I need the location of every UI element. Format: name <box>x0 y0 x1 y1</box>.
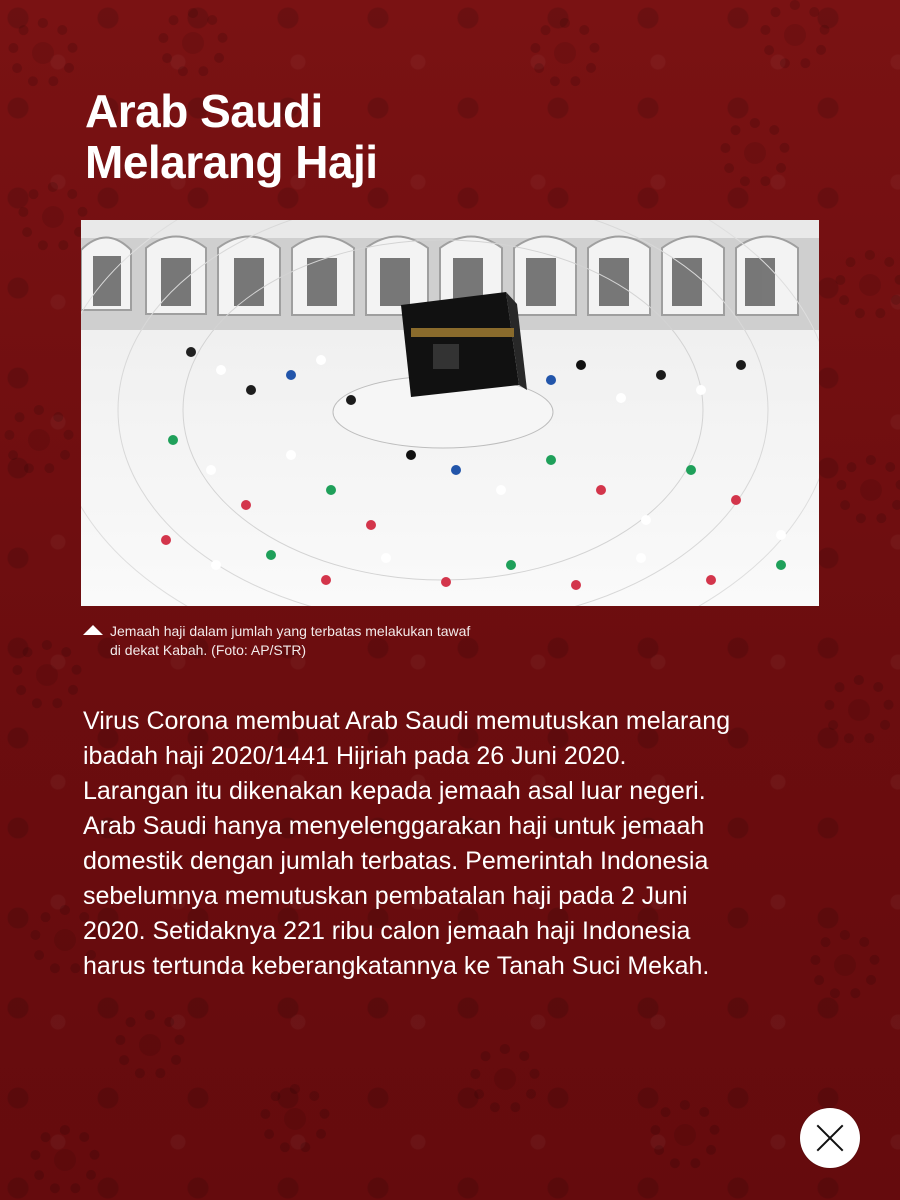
page-title: Arab Saudi Melarang Haji <box>85 85 378 189</box>
hajj-photo <box>81 220 819 606</box>
article-body: Virus Corona membuat Arab Saudi memutuskan melarang ibadah haji 2020/1441 Hijriah pada 26 Juni 2020. Larangan itu dikenakan kepada jemaah asal luar negeri. Arab Saudi hanya menyelenggarakan haji untuk jemaah domestik dengan jumlah terbatas. Pemerintah Indonesia sebelumnya memutuskan pembatalan haji pada 2 Juni 2020. Setidaknya 221 ribu calon jemaah haji Indonesia harus tertunda keberangkatannya ke Tanah Suci Mekah. <box>83 707 731 980</box>
caption-text: Jemaah haji dalam jumlah yang terbatas melakukan tawaf di dekat Kabah. (Foto: AP/STR) <box>110 623 471 658</box>
close-icon <box>813 1121 847 1155</box>
photo-caption <box>83 622 553 660</box>
close-button[interactable] <box>800 1108 860 1168</box>
kaaba-photo-illustration <box>81 220 819 606</box>
caret-up-icon <box>83 625 103 635</box>
